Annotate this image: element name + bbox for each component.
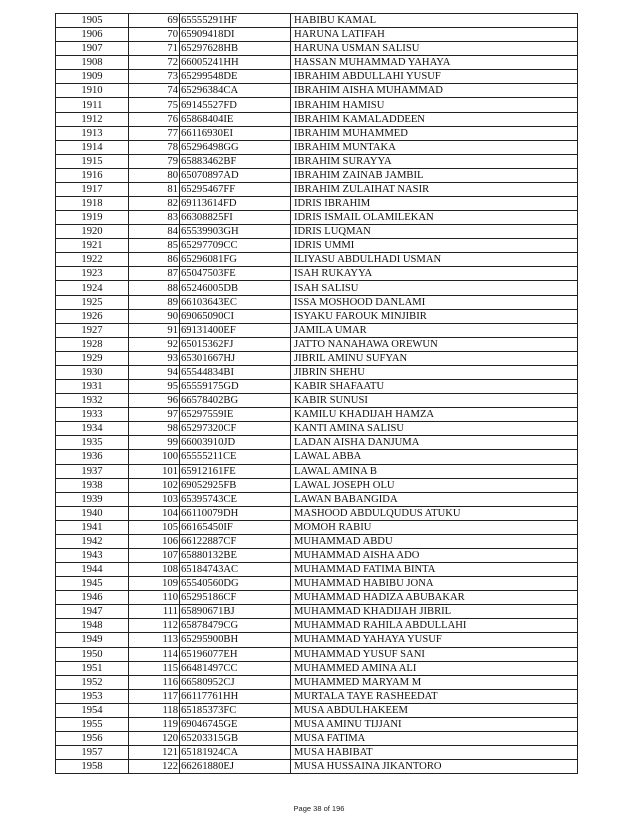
serial-number-cell: 1929 [56, 351, 129, 365]
serial-number-cell: 1923 [56, 267, 129, 281]
serial-number-cell: 1941 [56, 520, 129, 534]
page-footer: Page 38 of 196 [293, 804, 345, 813]
full-name-cell: IDRIS ISMAIL OLAMILEKAN [291, 211, 578, 225]
serial-number-cell: 1935 [56, 436, 129, 450]
serial-number-cell: 1911 [56, 98, 129, 112]
index-number-cell: 105 [129, 520, 180, 534]
index-number-cell: 95 [129, 380, 180, 394]
registration-code-cell: 65295467FF [180, 182, 291, 196]
registration-code-cell: 66308825FI [180, 211, 291, 225]
serial-number-cell: 1958 [56, 760, 129, 774]
index-number-cell: 122 [129, 760, 180, 774]
index-number-cell: 71 [129, 42, 180, 56]
serial-number-cell: 1930 [56, 365, 129, 379]
serial-number-cell: 1938 [56, 478, 129, 492]
index-number-cell: 77 [129, 126, 180, 140]
registration-code-cell: 65890671BJ [180, 605, 291, 619]
registration-code-cell: 69052925FB [180, 478, 291, 492]
full-name-cell: MASHOOD ABDULQUDUS ATUKU [291, 506, 578, 520]
serial-number-cell: 1939 [56, 492, 129, 506]
full-name-cell: LAWAN BABANGIDA [291, 492, 578, 506]
table-row [56, 731, 578, 745]
index-number-cell: 120 [129, 731, 180, 745]
table-row [56, 253, 578, 267]
registration-code-cell: 65296384CA [180, 84, 291, 98]
index-number-cell: 69 [129, 14, 180, 28]
full-name-cell: MUHAMMAD YAHAYA YUSUF [291, 633, 578, 647]
index-number-cell: 113 [129, 633, 180, 647]
serial-number-cell: 1953 [56, 689, 129, 703]
index-number-cell: 110 [129, 591, 180, 605]
registration-code-cell: 65883462BF [180, 154, 291, 168]
index-number-cell: 119 [129, 717, 180, 731]
table-row [56, 478, 578, 492]
table-row [56, 703, 578, 717]
table-row [56, 717, 578, 731]
registration-code-cell: 66117761HH [180, 689, 291, 703]
registration-code-cell: 66165450IF [180, 520, 291, 534]
full-name-cell: KANTI AMINA SALISU [291, 422, 578, 436]
serial-number-cell: 1944 [56, 563, 129, 577]
registration-code-cell: 69131400EF [180, 323, 291, 337]
full-name-cell: MUHAMMAD AISHA ADO [291, 548, 578, 562]
serial-number-cell: 1954 [56, 703, 129, 717]
table-row [56, 408, 578, 422]
index-number-cell: 104 [129, 506, 180, 520]
table-row [56, 436, 578, 450]
serial-number-cell: 1940 [56, 506, 129, 520]
full-name-cell: MUHAMMAD HABIBU JONA [291, 577, 578, 591]
index-number-cell: 108 [129, 563, 180, 577]
serial-number-cell: 1922 [56, 253, 129, 267]
table-row [56, 197, 578, 211]
serial-number-cell: 1912 [56, 112, 129, 126]
full-name-cell: KABIR SUNUSI [291, 394, 578, 408]
index-number-cell: 85 [129, 239, 180, 253]
index-number-cell: 96 [129, 394, 180, 408]
serial-number-cell: 1909 [56, 70, 129, 84]
index-number-cell: 109 [129, 577, 180, 591]
serial-number-cell: 1928 [56, 337, 129, 351]
index-number-cell: 75 [129, 98, 180, 112]
table-row [56, 42, 578, 56]
table-row [56, 126, 578, 140]
full-name-cell: MUSA HUSSAINA JIKANTORO [291, 760, 578, 774]
table-row [56, 506, 578, 520]
full-name-cell: MUHAMMAD YUSUF SANI [291, 647, 578, 661]
full-name-cell: HARUNA USMAN SALISU [291, 42, 578, 56]
index-number-cell: 102 [129, 478, 180, 492]
serial-number-cell: 1905 [56, 14, 129, 28]
index-number-cell: 72 [129, 56, 180, 70]
index-number-cell: 74 [129, 84, 180, 98]
registration-code-cell: 65070897AD [180, 168, 291, 182]
table-row [56, 309, 578, 323]
index-number-cell: 76 [129, 112, 180, 126]
serial-number-cell: 1926 [56, 309, 129, 323]
full-name-cell: IBRAHIM MUNTAKA [291, 140, 578, 154]
serial-number-cell: 1945 [56, 577, 129, 591]
serial-number-cell: 1920 [56, 225, 129, 239]
full-name-cell: MURTALA TAYE RASHEEDAT [291, 689, 578, 703]
index-number-cell: 73 [129, 70, 180, 84]
table-row [56, 450, 578, 464]
table-row [56, 520, 578, 534]
index-number-cell: 81 [129, 182, 180, 196]
index-number-cell: 101 [129, 464, 180, 478]
serial-number-cell: 1933 [56, 408, 129, 422]
registration-code-cell: 65296081FG [180, 253, 291, 267]
full-name-cell: IBRAHIM MUHAMMED [291, 126, 578, 140]
registration-code-cell: 66578402BG [180, 394, 291, 408]
table-row [56, 28, 578, 42]
index-number-cell: 112 [129, 619, 180, 633]
full-name-cell: IDRIS UMMI [291, 239, 578, 253]
table-row [56, 591, 578, 605]
table-row [56, 168, 578, 182]
table-row [56, 675, 578, 689]
index-number-cell: 82 [129, 197, 180, 211]
serial-number-cell: 1957 [56, 746, 129, 760]
index-number-cell: 84 [129, 225, 180, 239]
serial-number-cell: 1913 [56, 126, 129, 140]
registration-code-cell: 65295186CF [180, 591, 291, 605]
registration-code-cell: 65559175GD [180, 380, 291, 394]
table-row [56, 577, 578, 591]
table-row [56, 661, 578, 675]
table-row [56, 281, 578, 295]
table-row [56, 337, 578, 351]
index-number-cell: 99 [129, 436, 180, 450]
registration-code-cell: 66110079DH [180, 506, 291, 520]
table-row [56, 239, 578, 253]
table-row [56, 225, 578, 239]
serial-number-cell: 1934 [56, 422, 129, 436]
table-row [56, 140, 578, 154]
index-number-cell: 115 [129, 661, 180, 675]
full-name-cell: MUSA AMINU TIJJANI [291, 717, 578, 731]
index-number-cell: 88 [129, 281, 180, 295]
registration-code-cell: 65539903GH [180, 225, 291, 239]
registration-code-cell: 65196077EH [180, 647, 291, 661]
full-name-cell: JIBRIN SHEHU [291, 365, 578, 379]
full-name-cell: IBRAHIM AISHA MUHAMMAD [291, 84, 578, 98]
table-row [56, 746, 578, 760]
index-number-cell: 80 [129, 168, 180, 182]
index-number-cell: 118 [129, 703, 180, 717]
serial-number-cell: 1917 [56, 182, 129, 196]
table-row [56, 112, 578, 126]
index-number-cell: 117 [129, 689, 180, 703]
table-row [56, 182, 578, 196]
table-row [56, 394, 578, 408]
registration-code-cell: 65297320CF [180, 422, 291, 436]
serial-number-cell: 1956 [56, 731, 129, 745]
full-name-cell: MUSA ABDULHAKEEM [291, 703, 578, 717]
serial-number-cell: 1943 [56, 548, 129, 562]
registration-code-cell: 65555291HF [180, 14, 291, 28]
registration-code-cell: 65297709CC [180, 239, 291, 253]
serial-number-cell: 1925 [56, 295, 129, 309]
full-name-cell: ILIYASU ABDULHADI USMAN [291, 253, 578, 267]
serial-number-cell: 1927 [56, 323, 129, 337]
table-row [56, 548, 578, 562]
table-row [56, 633, 578, 647]
serial-number-cell: 1915 [56, 154, 129, 168]
table-row [56, 267, 578, 281]
registration-code-cell: 65297628HB [180, 42, 291, 56]
serial-number-cell: 1910 [56, 84, 129, 98]
table-row [56, 70, 578, 84]
full-name-cell: IDRIS LUQMAN [291, 225, 578, 239]
table-body [56, 14, 578, 774]
registration-code-cell: 65015362FJ [180, 337, 291, 351]
table-row [56, 619, 578, 633]
full-name-cell: JAMILA UMAR [291, 323, 578, 337]
index-number-cell: 83 [129, 211, 180, 225]
registration-code-cell: 66481497CC [180, 661, 291, 675]
table-row [56, 211, 578, 225]
full-name-cell: LAWAL ABBA [291, 450, 578, 464]
serial-number-cell: 1932 [56, 394, 129, 408]
table-row [56, 605, 578, 619]
full-name-cell: ISAH RUKAYYA [291, 267, 578, 281]
registration-code-cell: 65395743CE [180, 492, 291, 506]
serial-number-cell: 1918 [56, 197, 129, 211]
serial-number-cell: 1936 [56, 450, 129, 464]
index-number-cell: 70 [129, 28, 180, 42]
table-row [56, 422, 578, 436]
index-number-cell: 116 [129, 675, 180, 689]
index-number-cell: 121 [129, 746, 180, 760]
index-number-cell: 103 [129, 492, 180, 506]
index-number-cell: 93 [129, 351, 180, 365]
table-row [56, 689, 578, 703]
index-number-cell: 87 [129, 267, 180, 281]
full-name-cell: MUSA FATIMA [291, 731, 578, 745]
serial-number-cell: 1907 [56, 42, 129, 56]
full-name-cell: MUHAMMAD HADIZA ABUBAKAR [291, 591, 578, 605]
registration-code-cell: 66261880EJ [180, 760, 291, 774]
full-name-cell: IBRAHIM ABDULLAHI YUSUF [291, 70, 578, 84]
full-name-cell: MUHAMMAD KHADIJAH JIBRIL [291, 605, 578, 619]
full-name-cell: MUHAMMAD FATIMA BINTA [291, 563, 578, 577]
serial-number-cell: 1924 [56, 281, 129, 295]
index-number-cell: 86 [129, 253, 180, 267]
registration-code-cell: 65909418DI [180, 28, 291, 42]
registration-code-cell: 65184743AC [180, 563, 291, 577]
serial-number-cell: 1949 [56, 633, 129, 647]
index-number-cell: 78 [129, 140, 180, 154]
registration-code-cell: 66580952CJ [180, 675, 291, 689]
registration-code-cell: 65185373FC [180, 703, 291, 717]
serial-number-cell: 1955 [56, 717, 129, 731]
full-name-cell: IBRAHIM ZAINAB JAMBIL [291, 168, 578, 182]
full-name-cell: JIBRIL AMINU SUFYAN [291, 351, 578, 365]
index-number-cell: 94 [129, 365, 180, 379]
registration-code-cell: 65540560DG [180, 577, 291, 591]
table-row [56, 56, 578, 70]
full-name-cell: ISAH SALISU [291, 281, 578, 295]
registration-code-cell: 66116930EI [180, 126, 291, 140]
table-row [56, 98, 578, 112]
full-name-cell: MUHAMMAD RAHILA ABDULLAHI [291, 619, 578, 633]
registration-code-cell: 65181924CA [180, 746, 291, 760]
full-name-cell: KAMILU KHADIJAH HAMZA [291, 408, 578, 422]
registration-code-cell: 69046745GE [180, 717, 291, 731]
index-number-cell: 92 [129, 337, 180, 351]
registration-code-cell: 65297559IE [180, 408, 291, 422]
full-name-cell: IBRAHIM HAMISU [291, 98, 578, 112]
full-name-cell: KABIR SHAFAATU [291, 380, 578, 394]
serial-number-cell: 1916 [56, 168, 129, 182]
registration-code-cell: 65555211CE [180, 450, 291, 464]
serial-number-cell: 1921 [56, 239, 129, 253]
table-row [56, 380, 578, 394]
full-name-cell: IBRAHIM SURAYYA [291, 154, 578, 168]
full-name-cell: ISYAKU FAROUK MINJIBIR [291, 309, 578, 323]
table-row [56, 365, 578, 379]
serial-number-cell: 1914 [56, 140, 129, 154]
table-row [56, 154, 578, 168]
registration-code-cell: 65878479CG [180, 619, 291, 633]
registration-code-cell: 65203315GB [180, 731, 291, 745]
registration-code-cell: 69065090CI [180, 309, 291, 323]
serial-number-cell: 1950 [56, 647, 129, 661]
table-row [56, 295, 578, 309]
serial-number-cell: 1908 [56, 56, 129, 70]
registration-code-cell: 65544834BI [180, 365, 291, 379]
registration-code-cell: 65296498GG [180, 140, 291, 154]
registration-code-cell: 65295900BH [180, 633, 291, 647]
table-row [56, 351, 578, 365]
table-row [56, 492, 578, 506]
index-number-cell: 98 [129, 422, 180, 436]
index-number-cell: 107 [129, 548, 180, 562]
registration-code-cell: 69113614FD [180, 197, 291, 211]
index-number-cell: 106 [129, 534, 180, 548]
full-name-cell: MUHAMMED AMINA ALI [291, 661, 578, 675]
registration-code-cell: 66005241HH [180, 56, 291, 70]
registration-code-cell: 65912161FE [180, 464, 291, 478]
index-number-cell: 114 [129, 647, 180, 661]
index-number-cell: 89 [129, 295, 180, 309]
registration-code-cell: 66003910JD [180, 436, 291, 450]
serial-number-cell: 1942 [56, 534, 129, 548]
registration-code-cell: 69145527FD [180, 98, 291, 112]
index-number-cell: 111 [129, 605, 180, 619]
full-name-cell: LAWAL AMINA B [291, 464, 578, 478]
full-name-cell: IDRIS IBRAHIM [291, 197, 578, 211]
serial-number-cell: 1947 [56, 605, 129, 619]
serial-number-cell: 1948 [56, 619, 129, 633]
serial-number-cell: 1906 [56, 28, 129, 42]
registration-code-cell: 66122887CF [180, 534, 291, 548]
full-name-cell: IBRAHIM KAMALADDEEN [291, 112, 578, 126]
registration-code-cell: 66103643EC [180, 295, 291, 309]
table-row [56, 534, 578, 548]
registration-code-cell: 65868404IE [180, 112, 291, 126]
full-name-cell: IBRAHIM ZULAIHAT NASIR [291, 182, 578, 196]
registration-code-cell: 65880132BE [180, 548, 291, 562]
full-name-cell: MOMOH RABIU [291, 520, 578, 534]
full-name-cell: JATTO NANAHAWA OREWUN [291, 337, 578, 351]
index-number-cell: 79 [129, 154, 180, 168]
full-name-cell: LAWAL JOSEPH OLU [291, 478, 578, 492]
table-row [56, 84, 578, 98]
registration-code-cell: 65246005DB [180, 281, 291, 295]
table-row [56, 647, 578, 661]
serial-number-cell: 1946 [56, 591, 129, 605]
full-name-cell: LADAN AISHA DANJUMA [291, 436, 578, 450]
table-row [56, 14, 578, 28]
index-number-cell: 97 [129, 408, 180, 422]
index-number-cell: 90 [129, 309, 180, 323]
serial-number-cell: 1951 [56, 661, 129, 675]
serial-number-cell: 1931 [56, 380, 129, 394]
serial-number-cell: 1937 [56, 464, 129, 478]
full-name-cell: HASSAN MUHAMMAD YAHAYA [291, 56, 578, 70]
full-name-cell: MUHAMMAD ABDU [291, 534, 578, 548]
registration-code-cell: 65301667HJ [180, 351, 291, 365]
registration-code-cell: 65299548DE [180, 70, 291, 84]
full-name-cell: MUHAMMED MARYAM M [291, 675, 578, 689]
table-row [56, 760, 578, 774]
table-row [56, 563, 578, 577]
table-row [56, 323, 578, 337]
serial-number-cell: 1919 [56, 211, 129, 225]
table-row [56, 464, 578, 478]
candidate-list-table [55, 13, 578, 774]
index-number-cell: 100 [129, 450, 180, 464]
full-name-cell: HARUNA LATIFAH [291, 28, 578, 42]
registration-code-cell: 65047503FE [180, 267, 291, 281]
full-name-cell: HABIBU KAMAL [291, 14, 578, 28]
full-name-cell: MUSA HABIBAT [291, 746, 578, 760]
index-number-cell: 91 [129, 323, 180, 337]
serial-number-cell: 1952 [56, 675, 129, 689]
full-name-cell: ISSA MOSHOOD DANLAMI [291, 295, 578, 309]
